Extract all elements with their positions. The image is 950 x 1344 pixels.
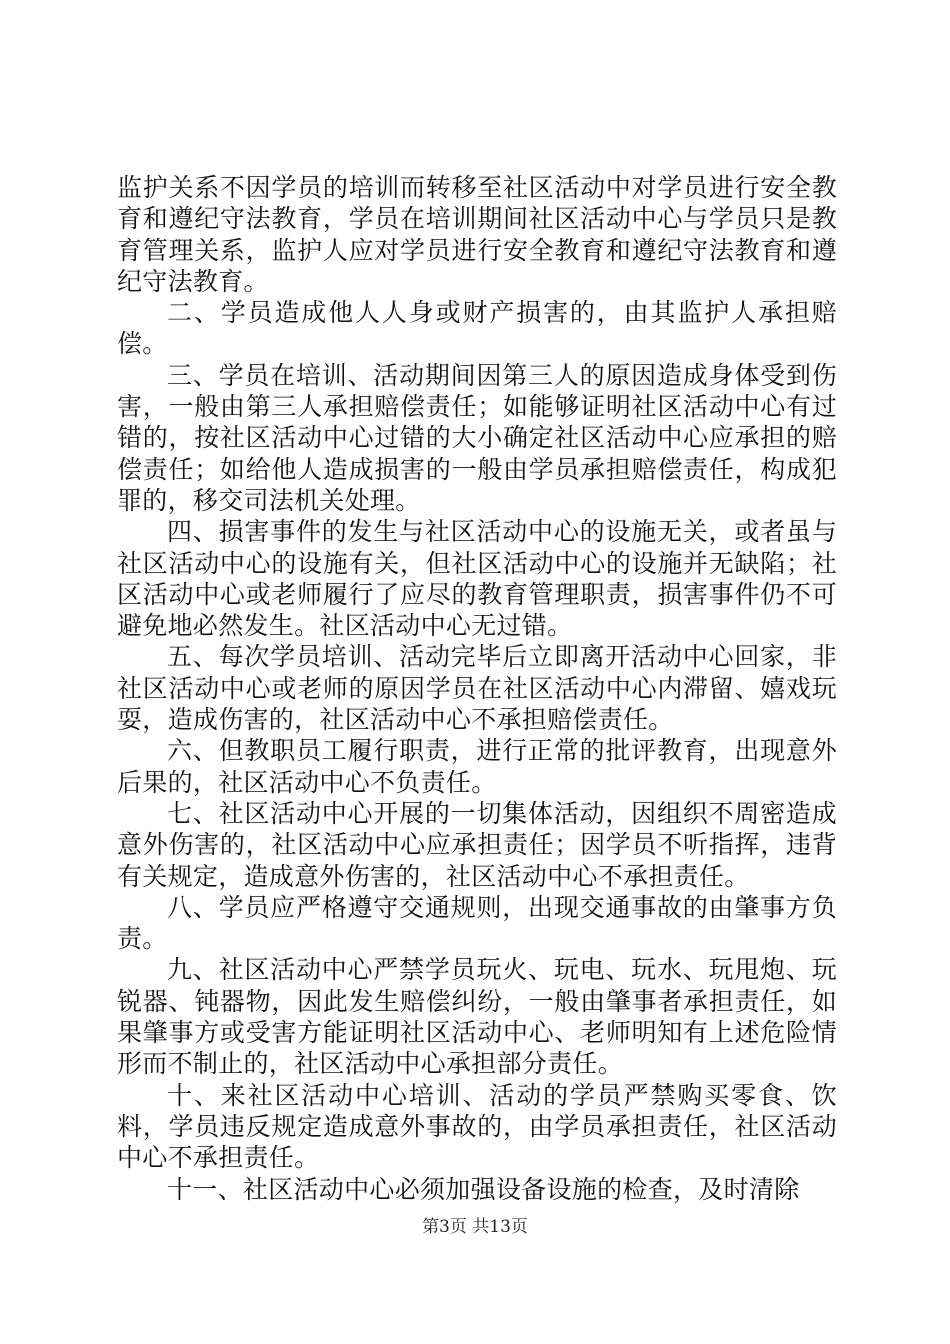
paragraph-continuation: 监护关系不因学员的培训而转移至社区活动中对学员进行安全教育和遵纪守法教育，学员在培训期间社区活动中心与学员只是教育管理关系，监护人应对学员进行安全教育和遵纪守法教育和遵纪守法教育。: [117, 173, 837, 296]
paragraph-item-10: 十、来社区活动中心培训、活动的学员严禁购买零食、饮料，学员违反规定造成意外事故的，由学员承担责任，社区活动中心不承担责任。: [117, 1080, 837, 1173]
paragraph-item-9: 九、社区活动中心严禁学员玩火、玩电、玩水、玩甩炮、玩锐器、钝器物，因此发生赔偿纠纷，一般由肇事者承担责任，如果肇事方或受害方能证明社区活动中心、老师明知有上述危险情形而不制止的，社区活动中心承担部分责任。: [117, 955, 837, 1079]
paragraph-item-8: 八、学员应严格遵守交通规则，出现交通事故的由肇事方负责。: [117, 892, 837, 954]
paragraph-item-4: 四、损害事件的发生与社区活动中心的设施无关，或者虽与社区活动中心的设施有关，但社区活动中心的设施并无缺陷；社区活动中心或老师履行了应尽的教育管理职责，损害事件仍不可避免地必然发生。社区活动中心无过错。: [117, 517, 837, 641]
page-number-footer: 第3页 共13页: [422, 1217, 528, 1237]
paragraph-item-2: 二、学员造成他人人身或财产损害的，由其监护人承担赔偿。: [117, 298, 837, 359]
paragraph-item-11: 十一、社区活动中心必须加强设备设施的检查，及时清除: [167, 1174, 800, 1204]
paragraph-item-3: 三、学员在培训、活动期间因第三人的原因造成身体受到伤害，一般由第三人承担赔偿责任；如能够证明社区活动中心有过错的，按社区活动中心过错的大小确定社区活动中心应承担的赔偿责任；如给他人造成损害的一般由学员承担赔偿责任，构成犯罪的，移交司法机关处理。: [117, 360, 837, 515]
document-body: [117, 172, 837, 1205]
paragraph-item-6: 六、但教职员工履行职责，进行正常的批评教育，出现意外后果的，社区活动中心不负责任。: [117, 736, 837, 797]
paragraph-item-7: 七、社区活动中心开展的一切集体活动，因组织不周密造成意外伤害的，社区活动中心应承担责任；因学员不听指挥，违背有关规定，造成意外伤害的，社区活动中心不承担责任。: [117, 798, 837, 891]
paragraph-item-5: 五、每次学员培训、活动完毕后立即离开活动中心回家，非社区活动中心或老师的原因学员在社区活动中心内滞留、嬉戏玩耍，造成伤害的，社区活动中心不承担赔偿责任。: [117, 642, 837, 735]
